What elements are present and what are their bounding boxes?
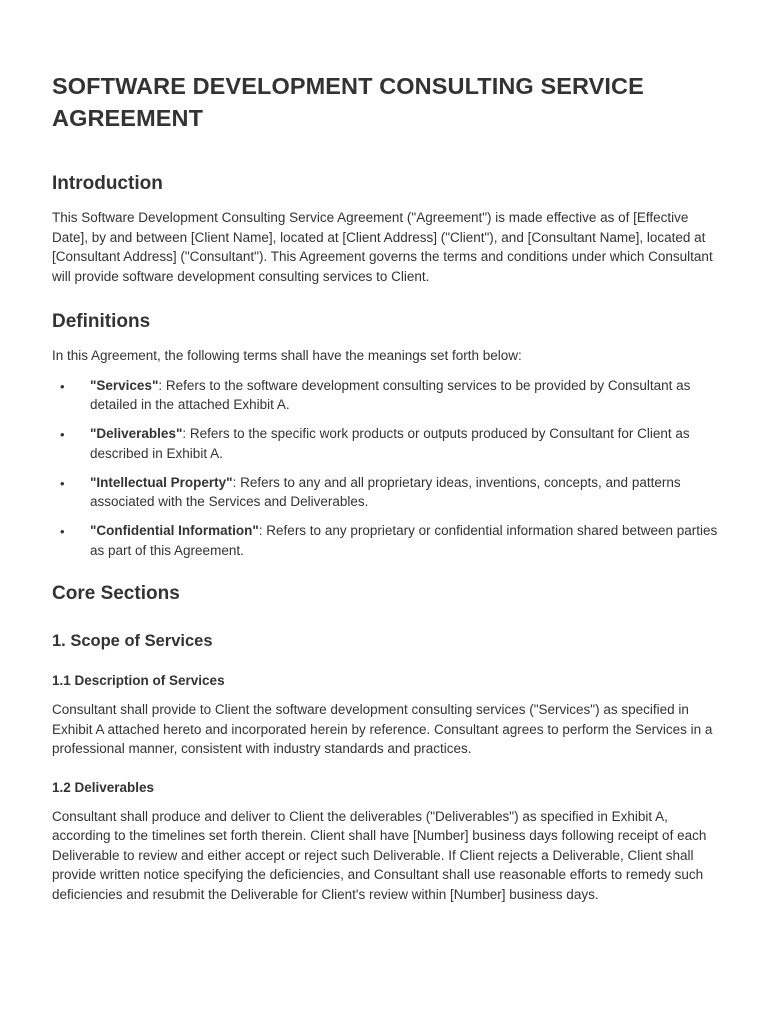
definition-item <box>52 376 720 415</box>
description-of-services-heading: 1.1 Description of Services <box>52 673 225 688</box>
deliverables-paragraph: Consultant shall produce and deliver to Client the deliverables ("Deliverables") as specified in Exhibit A, according to the timelines set forth therein. Client shall have [Number] business days following receipt of each Deliverable to review and either accept or reject such Deliverable. If Client rejects a Deliverable, Client shall provide written notice specifying the deficiencies, and Consultant shall use reasonable efforts to remedy such deficiencies and resubmit the Deliverable for Client's review within [Number] business days. <box>52 808 707 902</box>
definition-term: "Services" <box>90 377 159 393</box>
bullet-icon: • <box>60 378 65 394</box>
definitions-intro: In this Agreement, the following terms shall have the meanings set forth below: <box>52 348 522 363</box>
deliverables-heading: 1.2 Deliverables <box>52 779 155 795</box>
definitions-list <box>52 376 720 561</box>
document-title: SOFTWARE DEVELOPMENT CONSULTING SERVICE AGREEMENT <box>52 73 644 131</box>
introduction-heading: Introduction <box>52 173 163 194</box>
definition-term: "Intellectual Property" <box>90 474 233 490</box>
definition-item <box>52 473 720 512</box>
definition-text: : Refers to the software development consulting services to be provided by Consultant as detailed in the attached Exhibit A. <box>90 377 691 412</box>
bullet-icon: • <box>60 524 65 539</box>
introduction-paragraph: This Software Development Consulting Service Agreement ("Agreement") is made effective as of [Effective Date], by and between [Client Name], located at [Client Address] ("Client"), and [Consultant Name], located at [Consultant Address] ("Consultant"). This Agreement governs the terms and conditions under which Consultant will provide software development consulting services to Client. <box>52 210 713 284</box>
scope-of-services-heading: 1. Scope of Services <box>52 632 213 650</box>
bullet-icon: • <box>60 475 65 491</box>
core-sections-heading: Core Sections <box>52 583 180 604</box>
definition-term: "Confidential Information" <box>90 523 259 538</box>
definition-text: : Refers to the specific work products or outputs produced by Consultant for Client as described in Exhibit A. <box>90 426 690 461</box>
definitions-heading: Definitions <box>52 311 151 332</box>
definition-item <box>52 521 720 560</box>
definition-item <box>52 424 720 463</box>
definition-term: "Deliverables" <box>90 426 183 441</box>
definition-text: : Refers to any proprietary or confidential information shared between parties as part of this Agreement. <box>90 523 718 558</box>
description-of-services-paragraph: Consultant shall provide to Client the software development consulting services ("Services") as specified in Exhibit A attached hereto and incorporated herein by reference. Consultant agrees to perform the Services in a professional manner, consistent with industry standards and practices. <box>52 702 713 756</box>
bullet-icon: • <box>60 427 65 442</box>
definition-text: : Refers to any and all proprietary ideas, inventions, concepts, and patterns associated with the Services and Deliverables. <box>90 474 681 509</box>
